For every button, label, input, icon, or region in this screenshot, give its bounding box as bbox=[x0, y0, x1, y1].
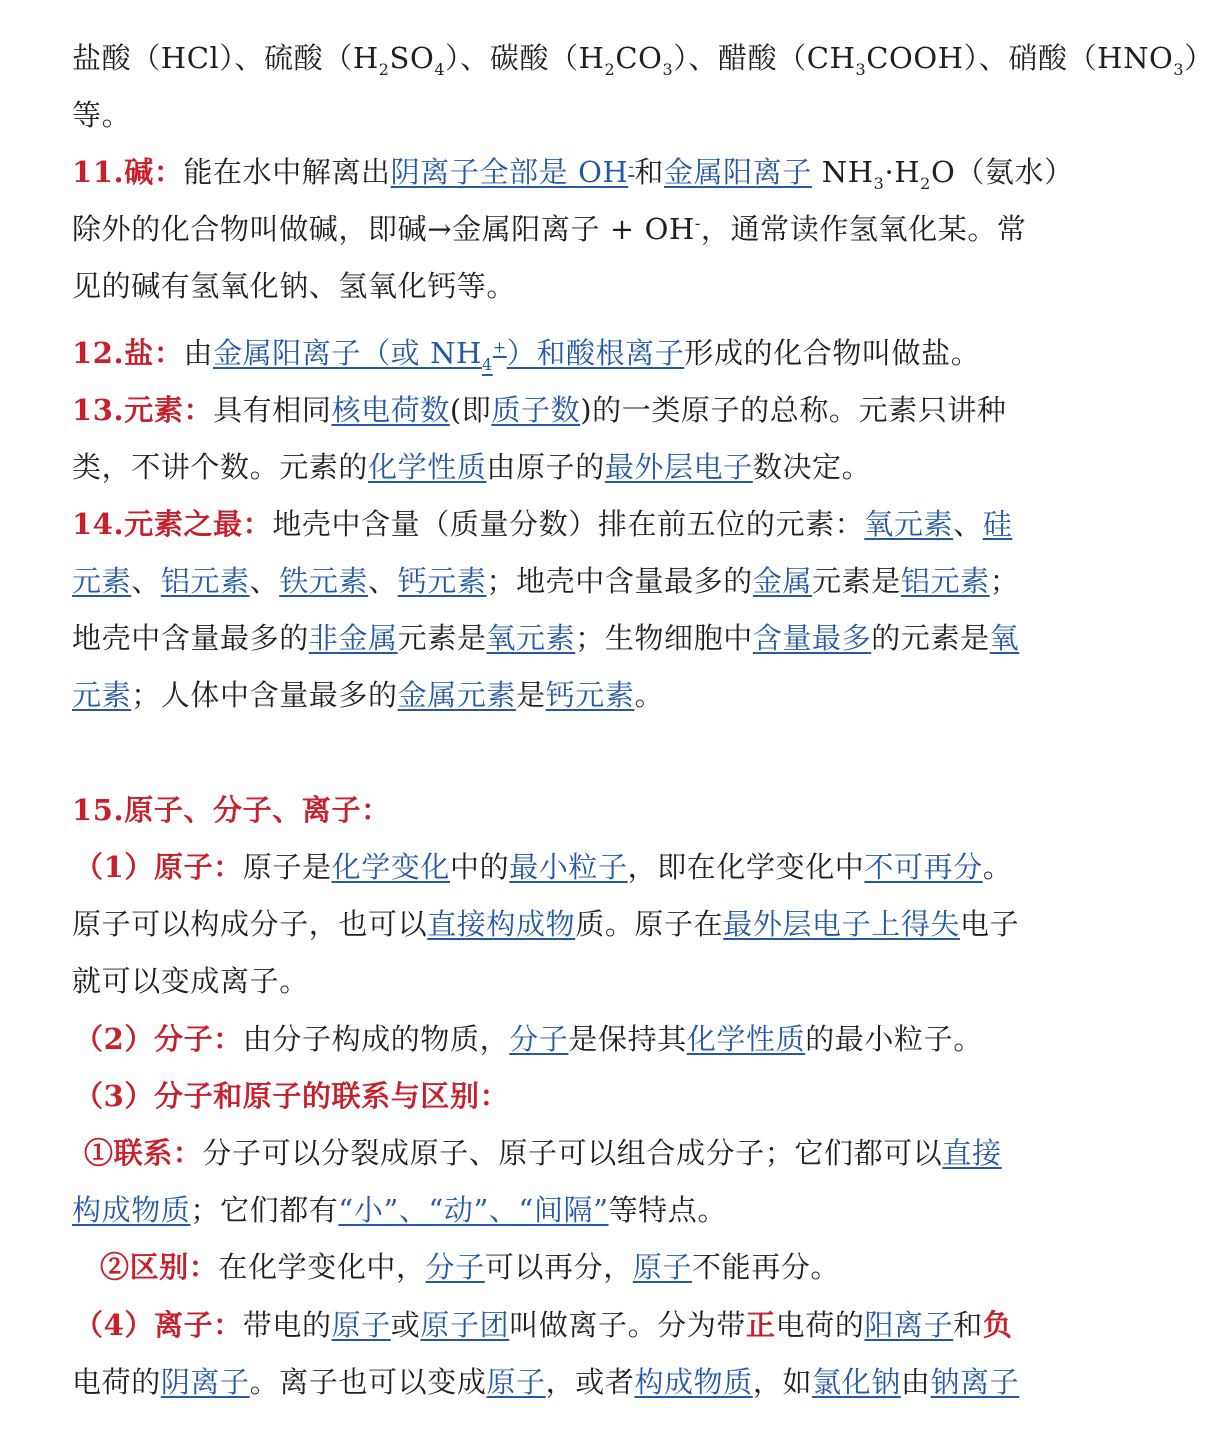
key-term: 原子团 bbox=[420, 1308, 510, 1342]
text-segment: (即 bbox=[449, 393, 492, 427]
text-segment: 、 bbox=[249, 564, 280, 598]
key-term: 金属 bbox=[752, 564, 813, 598]
text-segment: 、 bbox=[368, 564, 398, 598]
key-term: 原子 bbox=[632, 1250, 693, 1284]
subscript: 3 bbox=[1173, 59, 1185, 79]
text-segment: NH bbox=[811, 155, 874, 189]
text-segment: CO bbox=[615, 41, 663, 75]
text-segment: 盐酸（HCl）、硫酸（H bbox=[72, 41, 379, 75]
text-segment: 是保持其 bbox=[568, 1022, 687, 1056]
text-line bbox=[74, 1305, 1024, 1345]
text-segment: 。离子也可以变成 bbox=[249, 1365, 487, 1399]
key-term: 非金属 bbox=[308, 621, 398, 655]
text-segment: 具有相同 bbox=[213, 393, 332, 427]
section-heading: 15.原子、分子、离子： bbox=[72, 793, 391, 827]
text-segment: ，或者 bbox=[545, 1365, 635, 1399]
text-segment: ·H bbox=[884, 155, 921, 189]
text-line bbox=[72, 390, 1022, 430]
text-segment: 就可以变成离子。 bbox=[72, 964, 309, 998]
text-segment: 的最小粒子。 bbox=[805, 1022, 983, 1056]
text-segment: 、 bbox=[131, 564, 161, 598]
key-term: 元素 bbox=[72, 678, 132, 712]
section-heading: 14.元素之最： bbox=[72, 507, 273, 541]
key-term: 氧 bbox=[989, 621, 1020, 655]
key-term: 钠离子 bbox=[930, 1365, 1020, 1399]
section-heading: ②区别： bbox=[100, 1250, 219, 1284]
text-segment: ，即在化学变化中 bbox=[627, 850, 865, 884]
key-term: 核电荷数 bbox=[331, 393, 450, 427]
text-segment: 除外的化合物叫做碱，即碱→金属阳离子 + OH bbox=[72, 212, 695, 246]
text-line bbox=[72, 675, 1022, 715]
key-term: 氧元素 bbox=[486, 621, 576, 655]
key-term: 元素 bbox=[72, 564, 132, 598]
text-line bbox=[72, 38, 1214, 79]
text-line bbox=[72, 904, 1022, 944]
section-heading: （3）分子和原子的联系与区别： bbox=[74, 1079, 510, 1113]
key-term: 化学变化 bbox=[331, 850, 450, 884]
key-term: 阳离子 bbox=[864, 1308, 954, 1342]
key-term: 含量最多 bbox=[752, 621, 872, 655]
text-segment: 原子可以构成分子，也可以 bbox=[72, 907, 428, 941]
key-term: 直接构成物 bbox=[427, 907, 576, 941]
key-term: ）和酸根离子 bbox=[506, 336, 685, 370]
text-segment: SO bbox=[389, 41, 435, 75]
text-segment: 由分子构成的物质， bbox=[242, 1022, 510, 1056]
text-segment: 由 bbox=[183, 336, 214, 370]
key-term: 金属阳离子（或 NH bbox=[213, 336, 482, 370]
text-segment: 、 bbox=[953, 507, 983, 541]
text-segment: ，通常读作氢氧化某。常 bbox=[700, 212, 1027, 246]
text-segment: 地壳中含量最多的 bbox=[72, 621, 309, 655]
text-line bbox=[100, 1247, 1050, 1287]
text-segment: 元素是 bbox=[812, 564, 901, 598]
text-segment: 电子 bbox=[960, 907, 1020, 941]
text-segment: 电荷的 bbox=[72, 1365, 161, 1399]
superscript: - bbox=[628, 156, 635, 176]
text-segment: 可以再分， bbox=[484, 1250, 633, 1284]
text-segment: 分子可以分裂成原子、原子可以组合成分子；它们都可以 bbox=[202, 1136, 943, 1170]
text-segment: 在化学变化中， bbox=[218, 1250, 426, 1284]
key-term: 硅 bbox=[982, 507, 1013, 541]
key-term: 最外层电子上得失 bbox=[723, 907, 961, 941]
text-line bbox=[72, 95, 1022, 135]
text-line bbox=[72, 266, 1022, 306]
text-segment: 的元素是 bbox=[871, 621, 990, 655]
text-segment: 质。原子在 bbox=[575, 907, 724, 941]
key-term: 不可再分 bbox=[864, 850, 983, 884]
key-term: 金属阳离子 bbox=[663, 155, 812, 189]
key-term: 分子 bbox=[509, 1022, 569, 1056]
section-heading: （1）原子： bbox=[74, 850, 243, 884]
key-term: 分子 bbox=[425, 1250, 485, 1284]
subscript: 2 bbox=[378, 59, 390, 79]
text-segment: 叫做离子。分为带 bbox=[509, 1308, 747, 1342]
section-heading: 11.碱： bbox=[72, 155, 184, 189]
text-segment: 见的碱有氢氧化钠、氢氧化钙等。 bbox=[72, 269, 517, 303]
subscript: 3 bbox=[662, 59, 674, 79]
text-segment: ，如 bbox=[752, 1365, 813, 1399]
text-segment: ）、碳酸（H bbox=[445, 41, 605, 75]
key-term: 原子 bbox=[486, 1365, 546, 1399]
section-heading: 负 bbox=[982, 1308, 1013, 1342]
text-segment: 不能再分。 bbox=[692, 1250, 841, 1284]
text-line bbox=[74, 1019, 1024, 1059]
key-term: 金属元素 bbox=[397, 678, 517, 712]
section-heading: 12.盐： bbox=[72, 336, 184, 370]
text-segment: 类，不讲个数。元素的 bbox=[72, 450, 369, 484]
text-line bbox=[72, 333, 1022, 373]
text-segment: 和 bbox=[634, 155, 664, 189]
key-term: 铝元素 bbox=[160, 564, 250, 598]
text-segment: 。 bbox=[634, 678, 665, 712]
key-term: “小”、“动”、“间隔” bbox=[338, 1193, 609, 1227]
text-segment: ；地壳中含量最多的 bbox=[486, 564, 753, 598]
text-line bbox=[72, 561, 1022, 601]
key-term: 构成物质 bbox=[634, 1365, 753, 1399]
text-segment: 中的 bbox=[450, 850, 510, 884]
text-segment: 等。 bbox=[72, 98, 132, 132]
subscript: 4 bbox=[481, 354, 493, 374]
text-line bbox=[74, 1076, 1024, 1116]
section-heading: 13.元素： bbox=[72, 393, 214, 427]
text-segment: 形成的化合物叫做盐。 bbox=[684, 336, 981, 370]
text-segment: 带电的 bbox=[242, 1308, 332, 1342]
text-line bbox=[72, 1190, 1022, 1230]
text-segment: ； bbox=[989, 564, 1020, 598]
text-segment: ）、醋酸（CH bbox=[673, 41, 856, 75]
text-line bbox=[72, 447, 1022, 487]
text-segment: ） bbox=[1184, 41, 1214, 75]
text-segment: 数决定。 bbox=[752, 450, 872, 484]
text-segment: )的一类原子的总称。元素只讲种 bbox=[580, 393, 1007, 427]
key-term: 钙元素 bbox=[545, 678, 635, 712]
key-term: 最外层电子 bbox=[604, 450, 753, 484]
key-term: 阴离子全部是 OH bbox=[390, 155, 629, 189]
text-segment: 由原子的 bbox=[486, 450, 605, 484]
key-term: 化学性质 bbox=[686, 1022, 806, 1056]
key-term: 化学性质 bbox=[368, 450, 487, 484]
section-heading: （2）分子： bbox=[74, 1022, 243, 1056]
text-segment: ；它们都有 bbox=[190, 1193, 339, 1227]
text-line bbox=[72, 618, 1022, 658]
text-line bbox=[72, 961, 1022, 1001]
text-segment: 是 bbox=[516, 678, 546, 712]
text-line bbox=[72, 152, 1074, 193]
text-segment: O（氨水） bbox=[930, 155, 1074, 189]
text-line bbox=[72, 790, 1022, 830]
key-term: 阴离子 bbox=[160, 1365, 250, 1399]
section-heading: ①联系： bbox=[84, 1136, 203, 1170]
subscript: 3 bbox=[855, 59, 867, 79]
section-heading: 正 bbox=[746, 1308, 776, 1342]
key-term: 钙元素 bbox=[397, 564, 487, 598]
key-term: 最小粒子 bbox=[509, 850, 628, 884]
text-segment: ；人体中含量最多的 bbox=[131, 678, 398, 712]
text-segment: COOH）、硝酸（HNO bbox=[866, 41, 1174, 75]
text-line bbox=[84, 1133, 1034, 1173]
subscript: 3 bbox=[873, 173, 885, 193]
text-line bbox=[72, 504, 1022, 544]
text-segment: 电荷的 bbox=[775, 1308, 865, 1342]
key-term: 铝元素 bbox=[900, 564, 990, 598]
key-term: 构成物质 bbox=[72, 1193, 191, 1227]
text-segment: 。 bbox=[982, 850, 1013, 884]
text-segment: 等特点。 bbox=[608, 1193, 727, 1227]
text-segment: 或 bbox=[390, 1308, 421, 1342]
key-term: 氯化钠 bbox=[812, 1365, 901, 1399]
text-segment: ；生物细胞中 bbox=[575, 621, 753, 655]
text-segment: 和 bbox=[953, 1308, 983, 1342]
subscript: 4 bbox=[434, 59, 446, 79]
text-segment: 元素是 bbox=[397, 621, 487, 655]
subscript: 2 bbox=[920, 173, 931, 193]
subscript: 2 bbox=[604, 59, 616, 79]
superscript: + bbox=[492, 337, 507, 357]
text-line bbox=[72, 209, 1027, 249]
text-segment: 能在水中解离出 bbox=[183, 155, 391, 189]
text-segment: 由 bbox=[900, 1365, 931, 1399]
key-term: 氧元素 bbox=[864, 507, 954, 541]
text-line bbox=[72, 1362, 1022, 1402]
key-term: 直接 bbox=[942, 1136, 1002, 1170]
text-segment: 地壳中含量（质量分数）排在前五位的元素： bbox=[272, 507, 865, 541]
section-heading: （4）离子： bbox=[74, 1308, 243, 1342]
key-term: 质子数 bbox=[491, 393, 581, 427]
superscript: - bbox=[694, 213, 701, 233]
key-term: 原子 bbox=[331, 1308, 391, 1342]
text-segment: 原子是 bbox=[242, 850, 332, 884]
text-line bbox=[74, 847, 1024, 887]
key-term: 铁元素 bbox=[279, 564, 369, 598]
